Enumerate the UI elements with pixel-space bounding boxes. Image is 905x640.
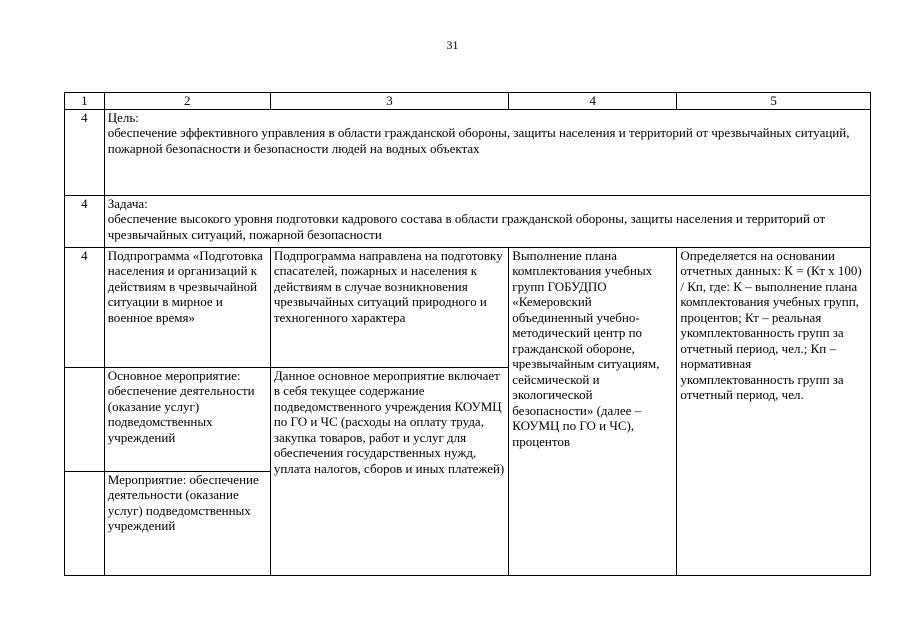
- subprogram-description: Подпрограмма направлена на подготовку спасателей, пожарных и населения к действиям в случае возникновения чрезвычайных ситуаций природного и техногенного характера: [270, 247, 508, 367]
- task-row-number: 4: [65, 195, 105, 247]
- subprogram-name: Подпрограмма «Подготовка населения и организаций к действиям в чрезвычайной ситуации в мирное и военное время»: [104, 247, 270, 367]
- header-cell-4: 4: [509, 93, 677, 110]
- table-header-row: [65, 93, 871, 110]
- subprogram-row-number: 4: [65, 247, 105, 367]
- task-row: [65, 195, 871, 247]
- header-cell-3: 3: [270, 93, 508, 110]
- header-cell-2: 2: [104, 93, 270, 110]
- activity-name: Мероприятие: обеспечение деятельности (оказание услуг) подведомственных учреждений: [104, 471, 270, 575]
- indicator-name: Выполнение плана комплектования учебных групп ГОБУДПО «Кемеровский объединенный учебно-методический центр по гражданской обороне, чрезвычайным ситуациям, сейсмической и экологической безопасности» (далее – КОУМЦ по ГО и ЧС), процентов: [509, 247, 677, 575]
- goal-text: обеспечение эффективного управления в области гражданской обороны, защиты населения и территорий от чрезвычайных ситуаций, пожарной безопасности и безопасности людей на водных объектах: [107, 125, 853, 156]
- goal-row: [65, 109, 871, 195]
- main-activity-description: Данное основное мероприятие включает в себя текущее содержание подведомственного учреждения КОУМЦ по ГО и ЧС (расходы на оплату труда, закупка товаров, работ и услуг для обеспечения государственных нужд, уплата налогов, сборов и иных платежей): [270, 367, 508, 575]
- main-activity-name: Основное мероприятие: обеспечение деятельности (оказание услуг) подведомственных учреждений: [104, 367, 270, 471]
- page-number: 31: [446, 38, 459, 52]
- task-cell: [104, 195, 870, 247]
- indicators-table: [64, 92, 871, 576]
- main-activity-row-number: [65, 367, 105, 471]
- indicator-calculation: Определяется на основании отчетных данных: К = (Кт х 100) / Кп, где: К – выполнение плана комплектования учебных групп, процентов; Кт – реальная укомплектованность групп за отчетный период, чел.; Кп – нормативная укомплектованность групп за отчетный период, чел.: [677, 247, 871, 575]
- subprogram-row: [65, 247, 871, 367]
- task-label: Задача:: [107, 195, 148, 211]
- goal-cell: [104, 109, 870, 195]
- activity-row-number: [65, 471, 105, 575]
- task-text: обеспечение высокого уровня подготовки кадрового состава в области гражданской обороны, защиты населения и территорий от чрезвычайных ситуаций, пожарной безопасности: [107, 211, 829, 242]
- goal-label: Цель:: [107, 109, 139, 125]
- header-cell-1: 1: [65, 93, 105, 110]
- goal-row-number: 4: [65, 109, 105, 195]
- header-cell-5: 5: [677, 93, 871, 110]
